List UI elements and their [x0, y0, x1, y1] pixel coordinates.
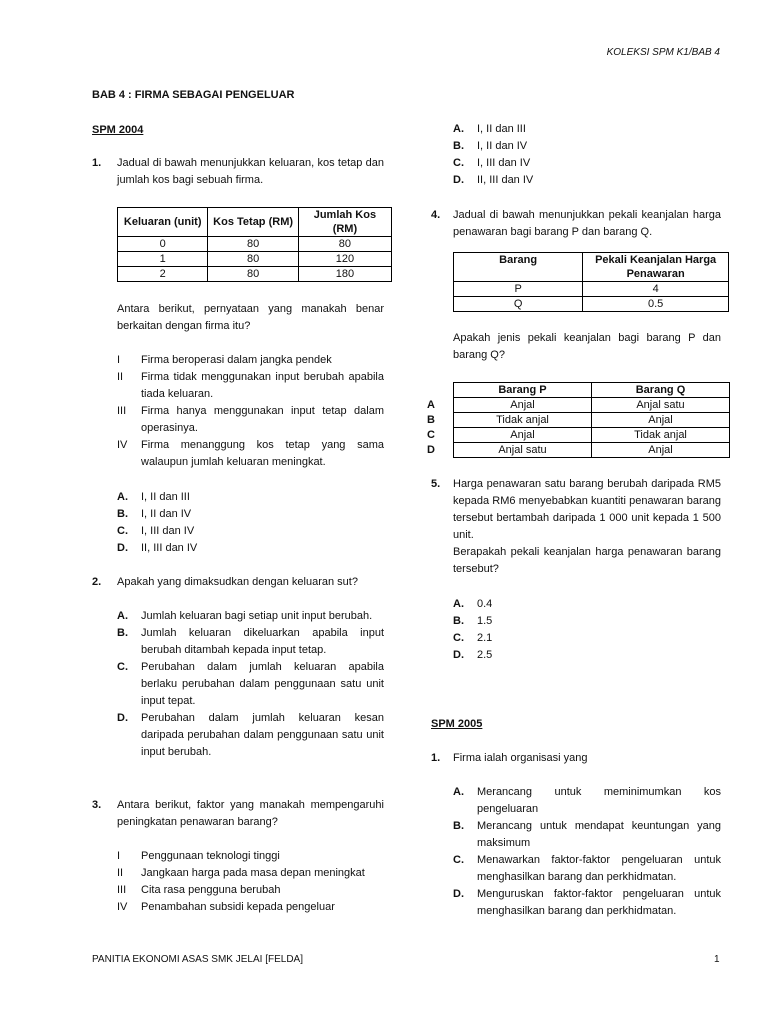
q4-data-table: [453, 252, 729, 312]
question-5: [431, 476, 721, 544]
roman-numeral: IV: [117, 439, 128, 451]
q1-statements: [117, 352, 384, 471]
option-letter: B.: [117, 508, 128, 520]
roman-numeral: III: [117, 884, 127, 896]
option-letter: B.: [117, 627, 128, 639]
statement-text: Firma tidak menggunakan input berubah apabila tiada keluaran.: [141, 371, 384, 400]
option-letter: D.: [453, 888, 464, 900]
question-number: 5.: [431, 478, 441, 490]
option-text: I, II dan III: [141, 491, 190, 503]
table-cell: 80: [208, 267, 298, 282]
roman-numeral: I: [117, 354, 121, 366]
roman-numeral: III: [117, 405, 127, 417]
table-cell: Anjal: [592, 413, 730, 428]
table-cell: P: [454, 282, 583, 297]
q2005-1-options: [453, 784, 721, 920]
option-text: 1.5: [477, 615, 493, 627]
table-cell: Anjal: [454, 398, 592, 413]
row-letter: A: [427, 399, 435, 411]
option-letter: B.: [453, 820, 464, 832]
table-header: Keluaran (unit): [118, 208, 208, 237]
q5-options: [453, 596, 721, 664]
statement-text: Jangkaan harga pada masa depan meningkat: [141, 867, 365, 879]
option-letter: C.: [117, 525, 128, 537]
option-text: II, III dan IV: [477, 174, 534, 186]
question-text: Jadual di bawah menunjukkan pekali keanjalan harga penawaran bagi barang P dan barang Q.: [453, 209, 721, 238]
section-spm-2004: SPM 2004: [92, 124, 144, 136]
option-text: 0.4: [477, 598, 493, 610]
option-text: Merancang untuk meminimumkan kos pengeluaran: [477, 786, 721, 815]
q5-prompt: Berapakah pekali keanjalan harga penawaran barang tersebut?: [453, 546, 721, 575]
statement-text: Firma hanya menggunakan input tetap dalam operasinya.: [141, 405, 384, 434]
table-header: Kos Tetap (RM): [208, 208, 298, 237]
option-text: I, III dan IV: [141, 525, 195, 537]
table-cell: 80: [298, 237, 391, 252]
question-number: 3.: [92, 799, 102, 811]
table-cell: Anjal: [454, 428, 592, 443]
question-number: 1.: [92, 157, 102, 169]
table-cell: Tidak anjal: [454, 413, 592, 428]
q3-statements: [117, 848, 384, 916]
table-header: Barang Q: [592, 383, 730, 398]
table-cell: 1: [118, 252, 208, 267]
statement-text: Cita rasa pengguna berubah: [141, 884, 281, 896]
option-letter: C.: [453, 157, 464, 169]
option-letter: A.: [453, 598, 464, 610]
question-number: 1.: [431, 752, 441, 764]
q2-options: [117, 608, 384, 761]
table-cell: 0.5: [583, 297, 729, 312]
option-letter: A.: [117, 491, 128, 503]
question-text: Firma ialah organisasi yang: [453, 752, 588, 764]
option-letter: C.: [453, 632, 464, 644]
option-text: Menguruskan faktor-faktor pengeluaran untuk menghasilkan barang dan perkhidmatan.: [477, 888, 721, 917]
table-cell: 120: [298, 252, 391, 267]
table-header: Barang: [454, 253, 583, 282]
option-text: Perubahan dalam jumlah keluaran kesan daripada perubahan dalam penggunaan satu unit input berubah.: [141, 712, 384, 758]
option-letter: D.: [453, 649, 464, 661]
question-text: Jadual di bawah menunjukkan keluaran, kos tetap dan jumlah kos bagi sebuah firma.: [117, 157, 384, 186]
table-header: Barang P: [454, 383, 592, 398]
section-spm-2005: SPM 2005: [431, 718, 483, 730]
question-4: [431, 207, 721, 241]
question-text: Antara berikut, faktor yang manakah mempengaruhi peningkatan penawaran barang?: [117, 799, 384, 828]
roman-numeral: II: [117, 867, 124, 879]
option-text: II, III dan IV: [141, 542, 198, 554]
option-text: I, II dan IV: [477, 140, 528, 152]
statement-text: Firma beroperasi dalam jangka pendek: [141, 354, 332, 366]
roman-numeral: I: [117, 850, 121, 862]
question-2005-1: [431, 750, 721, 767]
option-letter: C.: [117, 661, 128, 673]
roman-numeral: II: [117, 371, 124, 383]
table-cell: 4: [583, 282, 729, 297]
question-3: [92, 797, 384, 831]
option-letter: D.: [117, 712, 128, 724]
option-text: Perubahan dalam jumlah keluaran apabila berlaku perubahan dalam penggunaan satu unit input tepat.: [141, 661, 384, 707]
q4-answer-table: [427, 382, 730, 458]
question-text: Harga penawaran satu barang berubah daripada RM5 kepada RM6 menyebabkan kuantiti penawaran barang tersebut bertambah daripada 1 000 unit kepada 1 500 unit.: [453, 478, 721, 541]
table-cell: 80: [208, 252, 298, 267]
table-cell: Anjal satu: [454, 443, 592, 458]
page-number: 1: [714, 954, 720, 965]
table-cell: 80: [208, 237, 298, 252]
option-letter: D.: [117, 542, 128, 554]
question-number: 4.: [431, 209, 441, 221]
option-text: Menawarkan faktor-faktor pengeluaran untuk menghasilkan barang dan perkhidmatan.: [477, 854, 721, 883]
option-letter: C.: [453, 854, 464, 866]
table-cell: 180: [298, 267, 391, 282]
table-cell: Q: [454, 297, 583, 312]
q1-data-table: [117, 207, 392, 282]
q1-prompt: Antara berikut, pernyataan yang manakah benar berkaitan dengan firma itu?: [117, 303, 384, 332]
statement-text: Penambahan subsidi kepada pengeluar: [141, 901, 335, 913]
option-letter: B.: [453, 140, 464, 152]
roman-numeral: IV: [117, 901, 128, 913]
option-letter: A.: [453, 786, 464, 798]
q4-prompt: Apakah jenis pekali keanjalan bagi barang P dan barang Q?: [453, 332, 721, 361]
page-header: KOLEKSI SPM K1/BAB 4: [606, 47, 720, 58]
option-text: I, II dan IV: [141, 508, 192, 520]
option-letter: A.: [453, 123, 464, 135]
question-2: [92, 574, 384, 591]
table-cell: Anjal satu: [592, 398, 730, 413]
row-letter: D: [427, 444, 435, 456]
option-text: I, III dan IV: [477, 157, 531, 169]
statement-text: Firma menanggung kos tetap yang sama walaupun jumlah keluaran meningkat.: [141, 439, 384, 468]
option-text: 2.5: [477, 649, 493, 661]
statement-text: Penggunaan teknologi tinggi: [141, 850, 280, 862]
table-cell: Tidak anjal: [592, 428, 730, 443]
option-letter: D.: [453, 174, 464, 186]
chapter-title: BAB 4 : FIRMA SEBAGAI PENGELUAR: [92, 89, 295, 101]
page-footer: PANITIA EKONOMI ASAS SMK JELAI [FELDA]: [92, 954, 303, 965]
option-text: Jumlah keluaran bagi setiap unit input berubah.: [141, 610, 373, 622]
q1-options: [117, 489, 384, 557]
option-letter: B.: [453, 615, 464, 627]
row-letter: B: [427, 414, 435, 426]
blank-cell: [427, 383, 454, 398]
option-text: Jumlah keluaran dikeluarkan apabila input berubah ditambah kepada input tetap.: [141, 627, 384, 656]
table-header: Pekali Keanjalan Harga Penawaran: [583, 253, 729, 282]
question-1: [92, 155, 384, 189]
option-text: 2.1: [477, 632, 493, 644]
row-letter: C: [427, 429, 435, 441]
table-cell: 0: [118, 237, 208, 252]
q3-options: [453, 121, 721, 189]
option-text: Merancang untuk mendapat keuntungan yang maksimum: [477, 820, 721, 849]
table-cell: 2: [118, 267, 208, 282]
option-text: I, II dan III: [477, 123, 526, 135]
table-cell: Anjal: [592, 443, 730, 458]
table-header: Jumlah Kos (RM): [298, 208, 391, 237]
option-letter: A.: [117, 610, 128, 622]
question-text: Apakah yang dimaksudkan dengan keluaran sut?: [117, 576, 358, 588]
question-number: 2.: [92, 576, 102, 588]
